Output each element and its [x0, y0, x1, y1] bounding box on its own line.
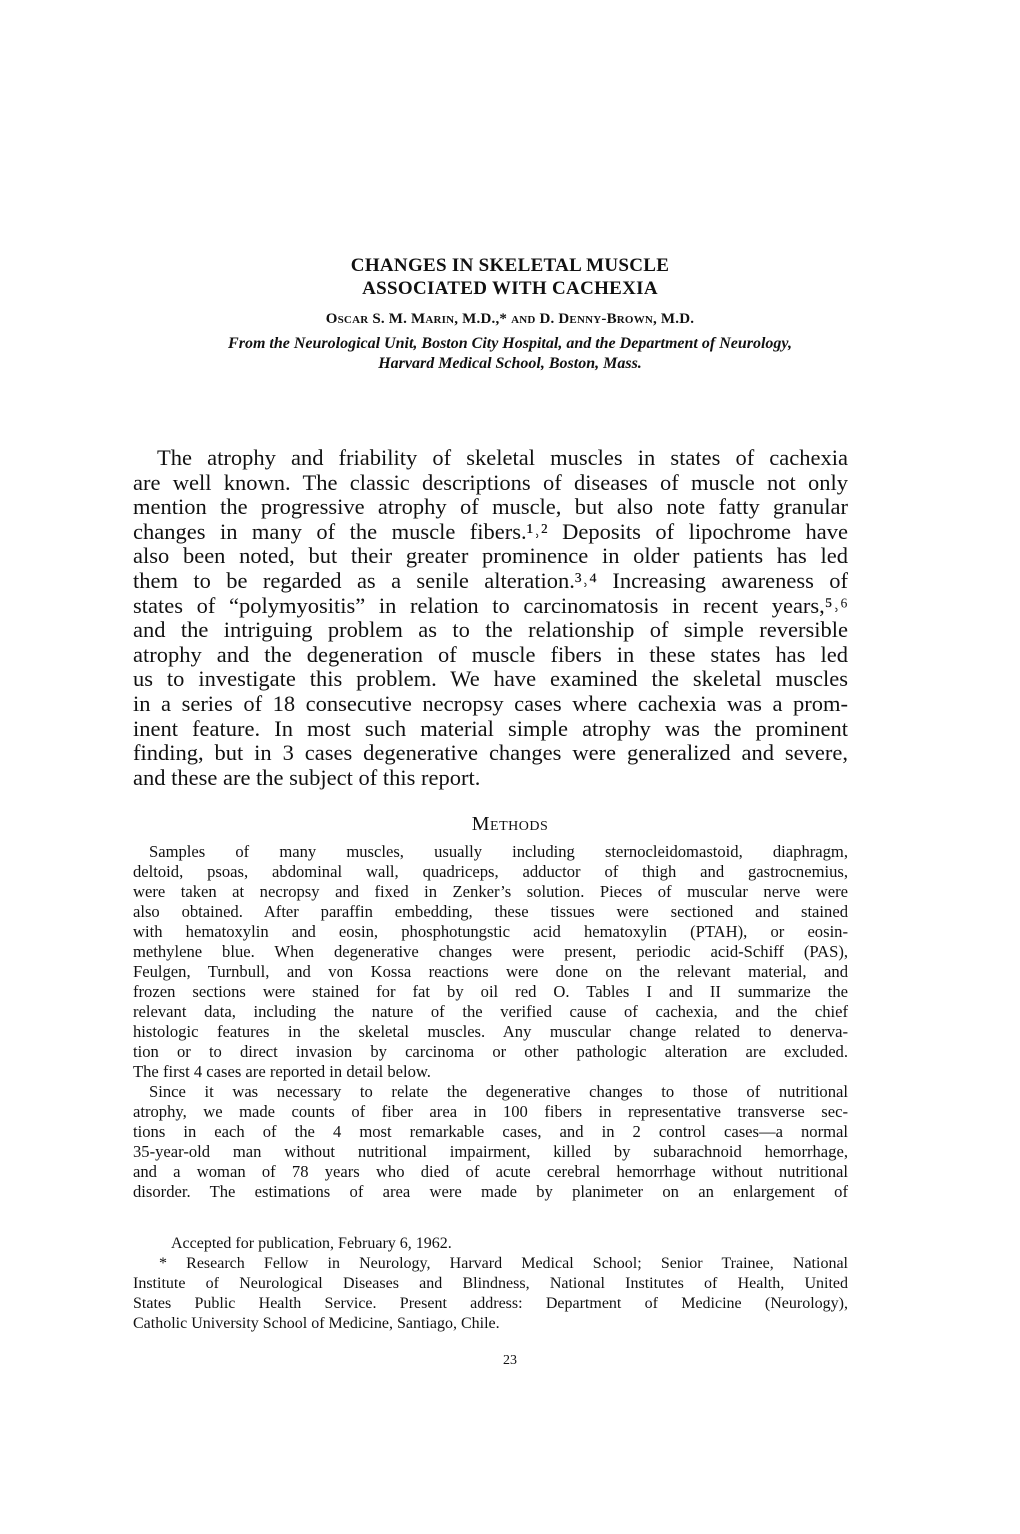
text-line: finding, but in 3 cases degenerative changes were generalized and severe,: [133, 740, 848, 766]
text-line: also been noted, but their greater prominence in older patients has led: [133, 543, 848, 569]
text-line: inent feature. In most such material simple atrophy was the prominent: [133, 715, 848, 741]
title-line: ASSOCIATED WITH CACHEXIA: [362, 278, 658, 299]
methods-paragraph-1: [133, 842, 848, 1082]
affiliation-line: From the Neurological Unit, Boston City Hospital, and the Department of Neurology,: [228, 335, 792, 352]
text-line: frozen sections were stained for fat by oil red O. Tables I and II summarize the: [133, 982, 848, 1001]
text-line: Feulgen, Turnbull, and von Kossa reactions were done on the relevant material, and: [133, 962, 848, 981]
intro-paragraph: [133, 446, 848, 790]
text-line: with hematoxylin and eosin, phosphotungstic acid hematoxylin (PTAH), or eosin-: [133, 922, 848, 941]
text-line: Institute of Neurological Diseases and Blindness, National Institutes of Health, United: [133, 1275, 848, 1292]
affiliation-line: Harvard Medical School, Boston, Mass.: [378, 355, 642, 372]
text-line: relevant data, including the nature of the verified cause of cachexia, and the chief: [133, 1002, 848, 1021]
footnote-accepted: Accepted for publication, February 6, 1962.: [171, 1235, 452, 1252]
text-line: tion or to direct invasion by carcinoma or other pathologic alteration are excluded.: [133, 1042, 848, 1061]
page-number: 23: [503, 1353, 517, 1368]
text-line: atrophy and the degeneration of muscle fibers in these states has led: [133, 641, 848, 667]
text-line: Since it was necessary to relate the degenerative changes to those of nutritional: [149, 1082, 848, 1101]
text-line: * Research Fellow in Neurology, Harvard Medical School; Senior Trainee, National: [159, 1255, 848, 1272]
methods-section: [133, 842, 848, 1202]
text-line: The atrophy and friability of skeletal muscles in states of cachexia: [157, 445, 848, 470]
text-line: in a series of 18 consecutive necropsy cases where cachexia was a prom-: [133, 690, 848, 716]
footnote-author: [133, 1254, 848, 1334]
methods-heading: Methods: [471, 813, 549, 835]
text-line: Samples of many muscles, usually including sternocleidomastoid, diaphragm,: [149, 842, 848, 861]
text-line: methylene blue. When degenerative changes were present, periodic acid-Schiff (PAS),: [133, 942, 848, 961]
text-line: changes in many of the muscle fibers.¹˒² Deposits of lipochrome have: [133, 518, 848, 544]
text-line: The first 4 cases are reported in detail below.: [133, 1062, 431, 1081]
affiliation: [0, 334, 1020, 374]
text-line: us to investigate this problem. We have examined the skeletal muscles: [133, 666, 848, 692]
text-line: deltoid, psoas, abdominal wall, quadriceps, adductor of thigh and gastrocnemius,: [133, 862, 848, 881]
authors: Oscar S. M. Marin, M.D.,* and D. Denny-Brown, M.D.: [325, 311, 695, 327]
text-line: states of “polymyositis” in relation to carcinomatosis in recent years,⁵˒⁶: [133, 592, 848, 618]
text-line: States Public Health Service. Present address: Department of Medicine (Neurology),: [133, 1295, 848, 1312]
text-line: are well known. The classic descriptions of diseases of muscle not only: [133, 469, 848, 495]
text-line: mention the progressive atrophy of muscle, but also note fatty granular: [133, 494, 848, 520]
text-line: disorder. The estimations of area were made by planimeter on an enlargement of: [133, 1182, 848, 1201]
text-line: histologic features in the skeletal muscles. Any muscular change related to denerva-: [133, 1022, 848, 1041]
text-line: them to be regarded as a senile alteration.³˒⁴ Increasing awareness of: [133, 567, 848, 593]
article-title: [0, 254, 1020, 300]
text-line: were taken at necropsy and fixed in Zenker’s solution. Pieces of muscular nerve were: [133, 882, 848, 901]
text-line: tions in each of the 4 most remarkable cases, and in 2 control cases—a normal: [133, 1122, 848, 1141]
text-line: and these are the subject of this report.: [133, 764, 481, 790]
text-line: Catholic University School of Medicine, Santiago, Chile.: [133, 1315, 500, 1332]
title-line: CHANGES IN SKELETAL MUSCLE: [350, 255, 670, 276]
text-line: also obtained. After paraffin embedding, these tissues were sectioned and stained: [133, 902, 848, 921]
text-line: atrophy, we made counts of fiber area in 100 fibers in representative transverse sec-: [133, 1102, 848, 1121]
text-line: and a woman of 78 years who died of acute cerebral hemorrhage without nutritional: [133, 1162, 848, 1181]
text-line: 35-year-old man without nutritional impairment, killed by subarachnoid hemorrhage,: [133, 1142, 848, 1161]
text-line: and the intriguing problem as to the relationship of simple reversible: [133, 617, 848, 643]
methods-paragraph-2: [133, 1082, 848, 1202]
footnotes: [133, 1234, 848, 1334]
